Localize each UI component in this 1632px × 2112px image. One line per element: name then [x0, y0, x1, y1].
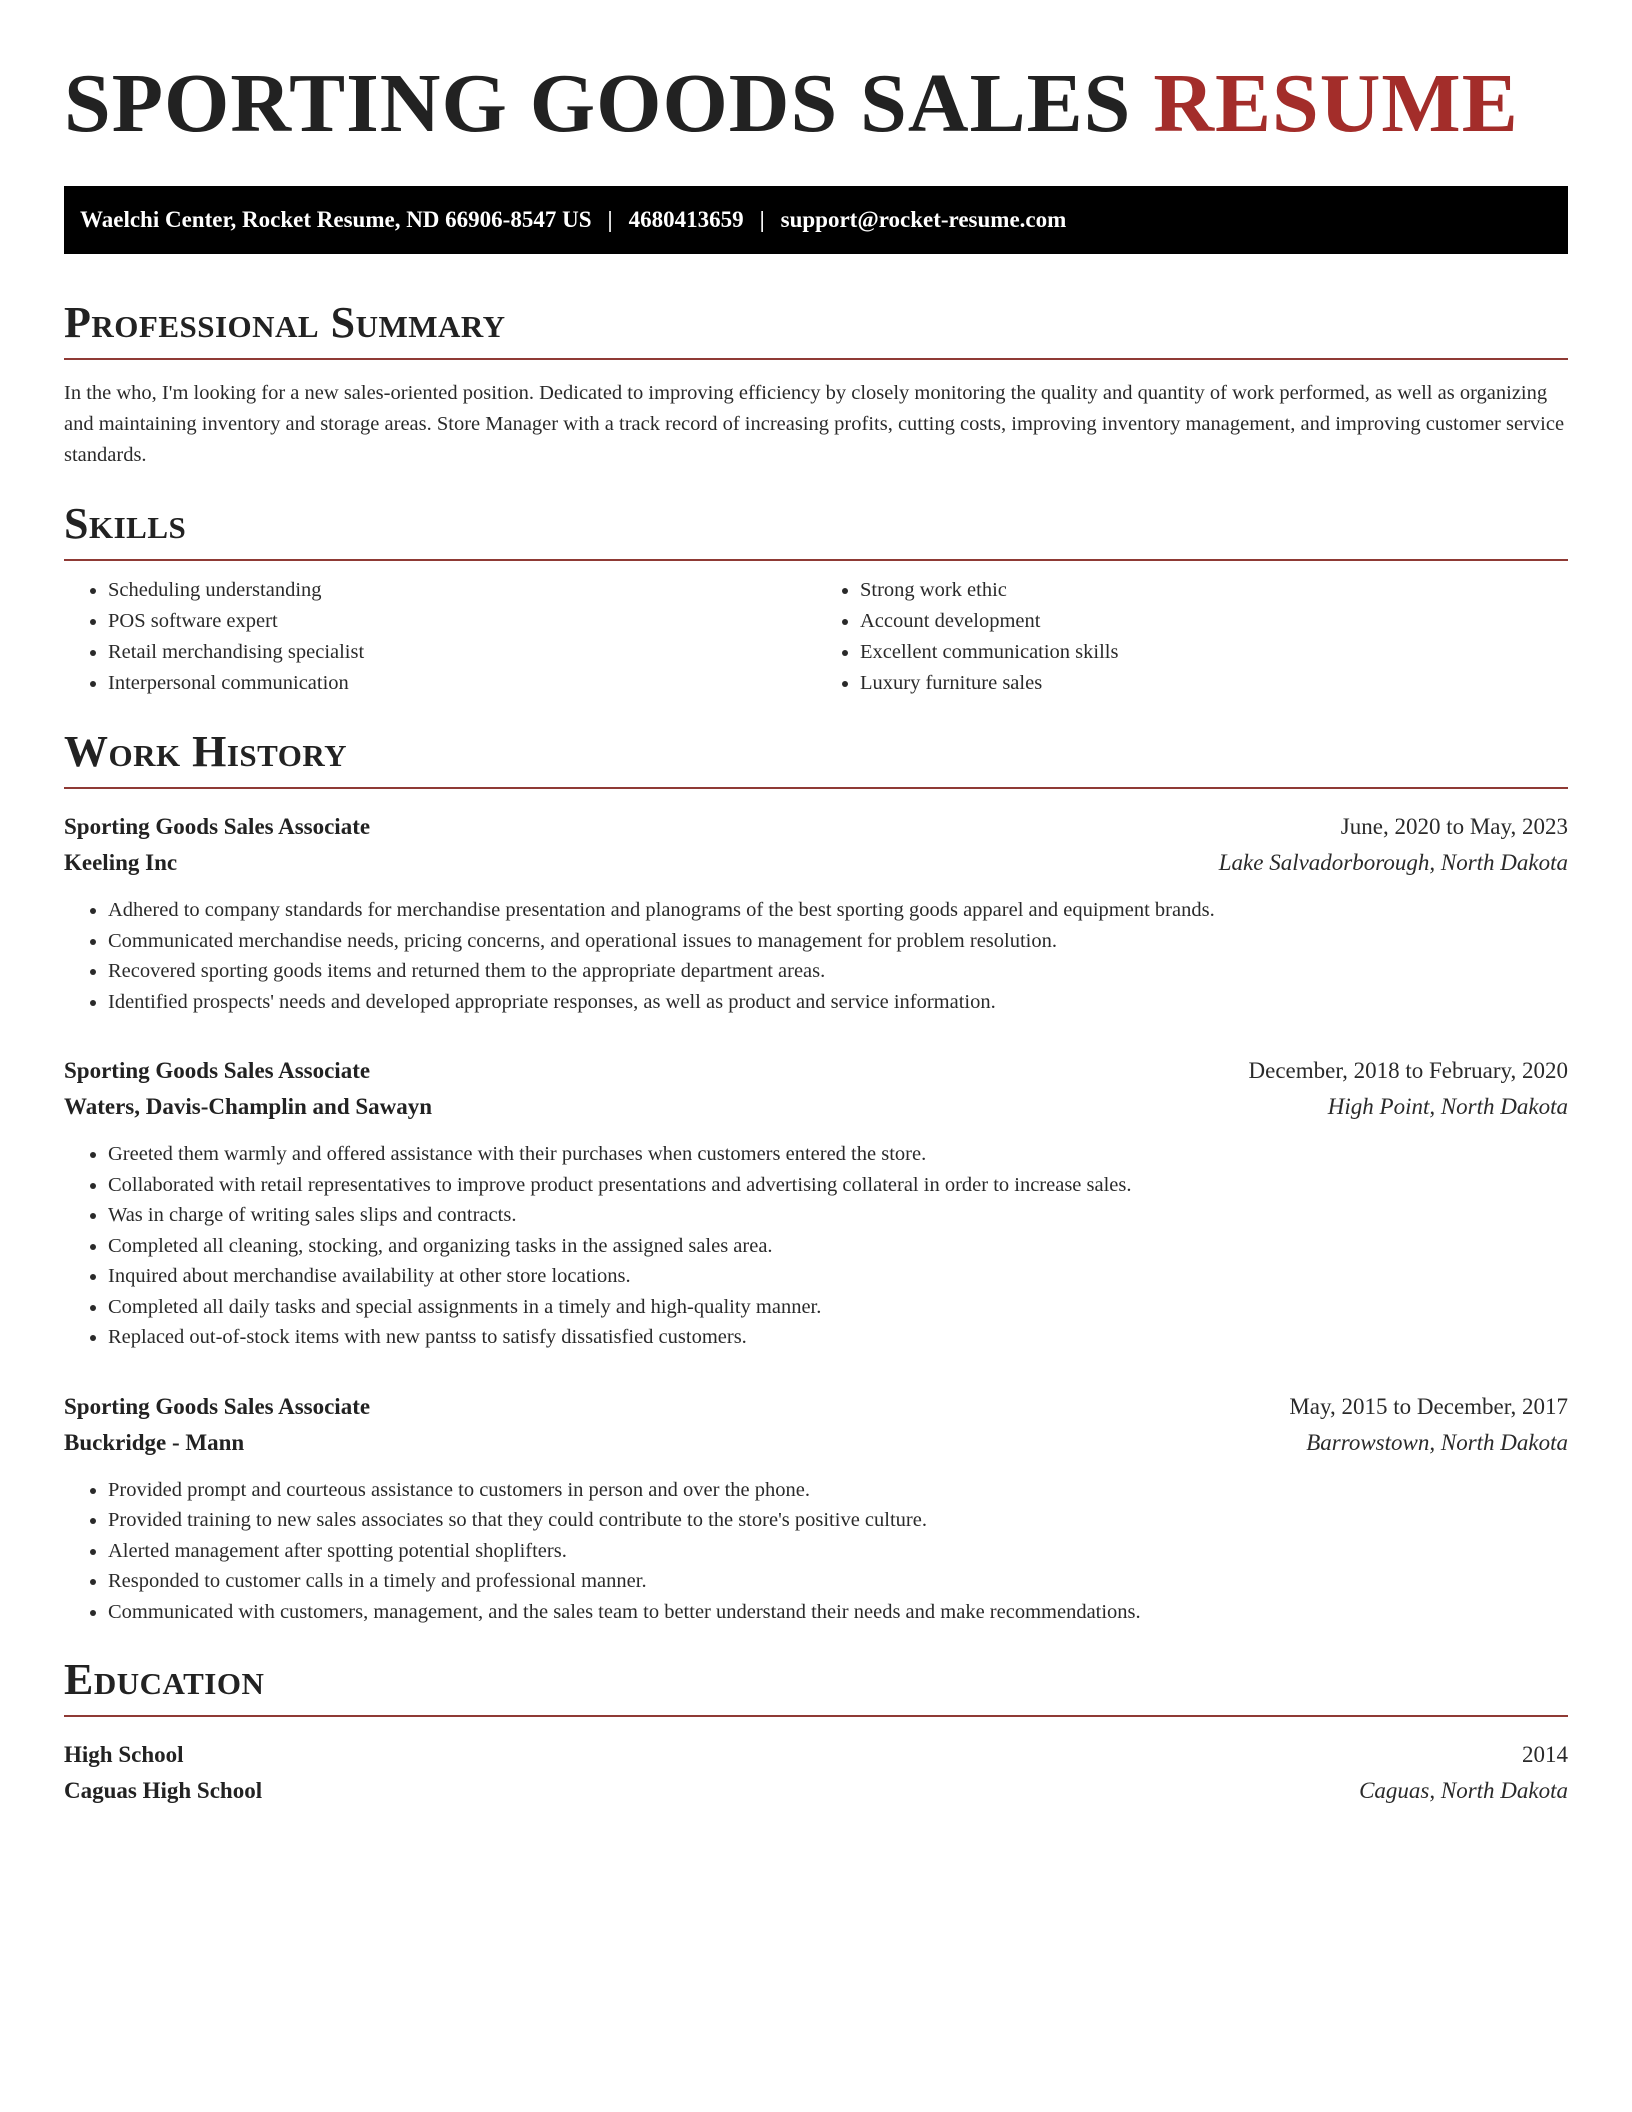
- job-bullet: • Adhered to company standards for merchandise presentation and planograms of the best sporting goods apparel and equipment brands.: [108, 895, 1568, 926]
- summary-text: In the who, I'm looking for a new sales-oriented position. Dedicated to improving efficiency by closely monitoring the quality and quantity of work performed, as well as organizing and maintaining inventory and storage areas. Store Manager with a track record of increasing profits, cutting costs, improving inventory management, and improving customer service standards.: [64, 382, 1565, 466]
- title-accent: RESUME: [1153, 57, 1519, 150]
- job-bullet: • Collaborated with retail representatives to improve product presentations and advertising collateral in order to increase sales.: [108, 1170, 1568, 1201]
- job-dates: June, 2020 to May, 2023: [1340, 814, 1568, 839]
- resume-title: [64, 56, 1568, 152]
- job-bullet: • Completed all cleaning, stocking, and organizing tasks in the assigned sales area.: [108, 1231, 1568, 1262]
- job-company-row: [64, 1089, 1568, 1125]
- job-title: Sporting Goods Sales Associate: [64, 1393, 371, 1419]
- job-entry: [64, 1053, 1568, 1353]
- job-bullet: • Alerted management after spotting potential shoplifters.: [108, 1536, 1568, 1567]
- contact-phone: 4680413659: [628, 207, 744, 232]
- education-entry: [64, 1737, 1568, 1809]
- work-history-section: [64, 727, 1568, 1627]
- contact-separator: |: [759, 207, 765, 232]
- education-school-row: [64, 1773, 1568, 1809]
- job-title: Sporting Goods Sales Associate: [64, 1058, 371, 1083]
- job-company: Keeling Inc: [64, 850, 178, 875]
- job-location: Lake Salvadorborough, North Dakota: [1218, 850, 1568, 875]
- summary-section: [64, 298, 1568, 471]
- contact-email: support@rocket-resume.com: [780, 207, 1067, 232]
- job-bullet: • Identified prospects' needs and developed appropriate responses, as well as product and service information.: [108, 987, 1568, 1018]
- skills-column-left: [64, 575, 816, 699]
- skill-item: • Interpersonal communication: [108, 668, 816, 699]
- education-degree-row: [64, 1737, 1568, 1773]
- job-bullet: • Replaced out-of-stock items with new pantss to satisfy dissatisfied customers.: [108, 1322, 1568, 1353]
- skill-item: • Excellent communication skills: [860, 637, 1568, 668]
- job-entry: [64, 1389, 1568, 1628]
- job-bullet: • Provided prompt and courteous assistance to customers in person and over the phone.: [108, 1475, 1568, 1506]
- job-bullet: • Greeted them warmly and offered assistance with their purchases when customers entered the store.: [108, 1139, 1568, 1170]
- job-company: Waters, Davis-Champlin and Sawayn: [64, 1094, 433, 1119]
- job-bullet: • Inquired about merchandise availability at other store locations.: [108, 1261, 1568, 1292]
- job-bullet: • Communicated merchandise needs, pricing concerns, and operational issues to management for problem resolution.: [108, 926, 1568, 957]
- job-header-row: [64, 1389, 1568, 1425]
- skills-section: [64, 499, 1568, 699]
- job-bullet: • Was in charge of writing sales slips and contracts.: [108, 1200, 1568, 1231]
- skills-column-right: [816, 575, 1568, 699]
- education-degree: High School: [64, 1742, 184, 1767]
- job-bullet: • Recovered sporting goods items and returned them to the appropriate department areas.: [108, 956, 1568, 987]
- job-company-row: [64, 1425, 1568, 1461]
- education-location: Caguas, North Dakota: [1359, 1778, 1568, 1803]
- job-bullet: • Provided training to new sales associates so that they could contribute to the store's positive culture.: [108, 1505, 1568, 1536]
- job-bullet: • Completed all daily tasks and special assignments in a timely and high-quality manner.: [108, 1292, 1568, 1323]
- section-heading-education: Education: [64, 1655, 1568, 1717]
- skill-item: • Retail merchandising specialist: [108, 637, 816, 668]
- job-company-row: [64, 845, 1568, 881]
- job-dates: December, 2018 to February, 2020: [1248, 1058, 1568, 1083]
- job-bullet: • Responded to customer calls in a timely and professional manner.: [108, 1566, 1568, 1597]
- job-bullets: [64, 895, 1568, 1017]
- job-header-row: [64, 809, 1568, 845]
- job-dates: May, 2015 to December, 2017: [1289, 1393, 1568, 1419]
- job-location: High Point, North Dakota: [1327, 1094, 1568, 1119]
- skill-item: • POS software expert: [108, 606, 816, 637]
- skill-item: • Scheduling understanding: [108, 575, 816, 606]
- skill-item: • Account development: [860, 606, 1568, 637]
- job-bullets: [64, 1139, 1568, 1353]
- section-heading-summary: Professional Summary: [64, 298, 1568, 360]
- contact-address: Waelchi Center, Rocket Resume, ND 66906-8547 US: [80, 207, 592, 232]
- skill-item: • Strong work ethic: [860, 575, 1568, 606]
- job-bullet: • Communicated with customers, management, and the sales team to better understand their needs and make recommendations.: [108, 1597, 1568, 1628]
- job-company: Buckridge - Mann: [64, 1429, 245, 1455]
- job-header-row: [64, 1053, 1568, 1089]
- skills-list: [64, 575, 1568, 699]
- contact-separator: |: [607, 207, 613, 232]
- education-school: Caguas High School: [64, 1778, 263, 1803]
- section-heading-work: Work History: [64, 727, 1568, 789]
- title-main: SPORTING GOODS SALES: [64, 57, 1132, 150]
- education-section: [64, 1655, 1568, 1809]
- job-title: Sporting Goods Sales Associate: [64, 814, 371, 839]
- skill-item: • Luxury furniture sales: [860, 668, 1568, 699]
- job-bullets: [64, 1475, 1568, 1628]
- job-entry: [64, 809, 1568, 1017]
- section-heading-skills: Skills: [64, 499, 1568, 561]
- job-location: Barrowstown, North Dakota: [1306, 1429, 1568, 1455]
- contact-bar: [64, 186, 1568, 254]
- education-year: 2014: [1522, 1742, 1568, 1767]
